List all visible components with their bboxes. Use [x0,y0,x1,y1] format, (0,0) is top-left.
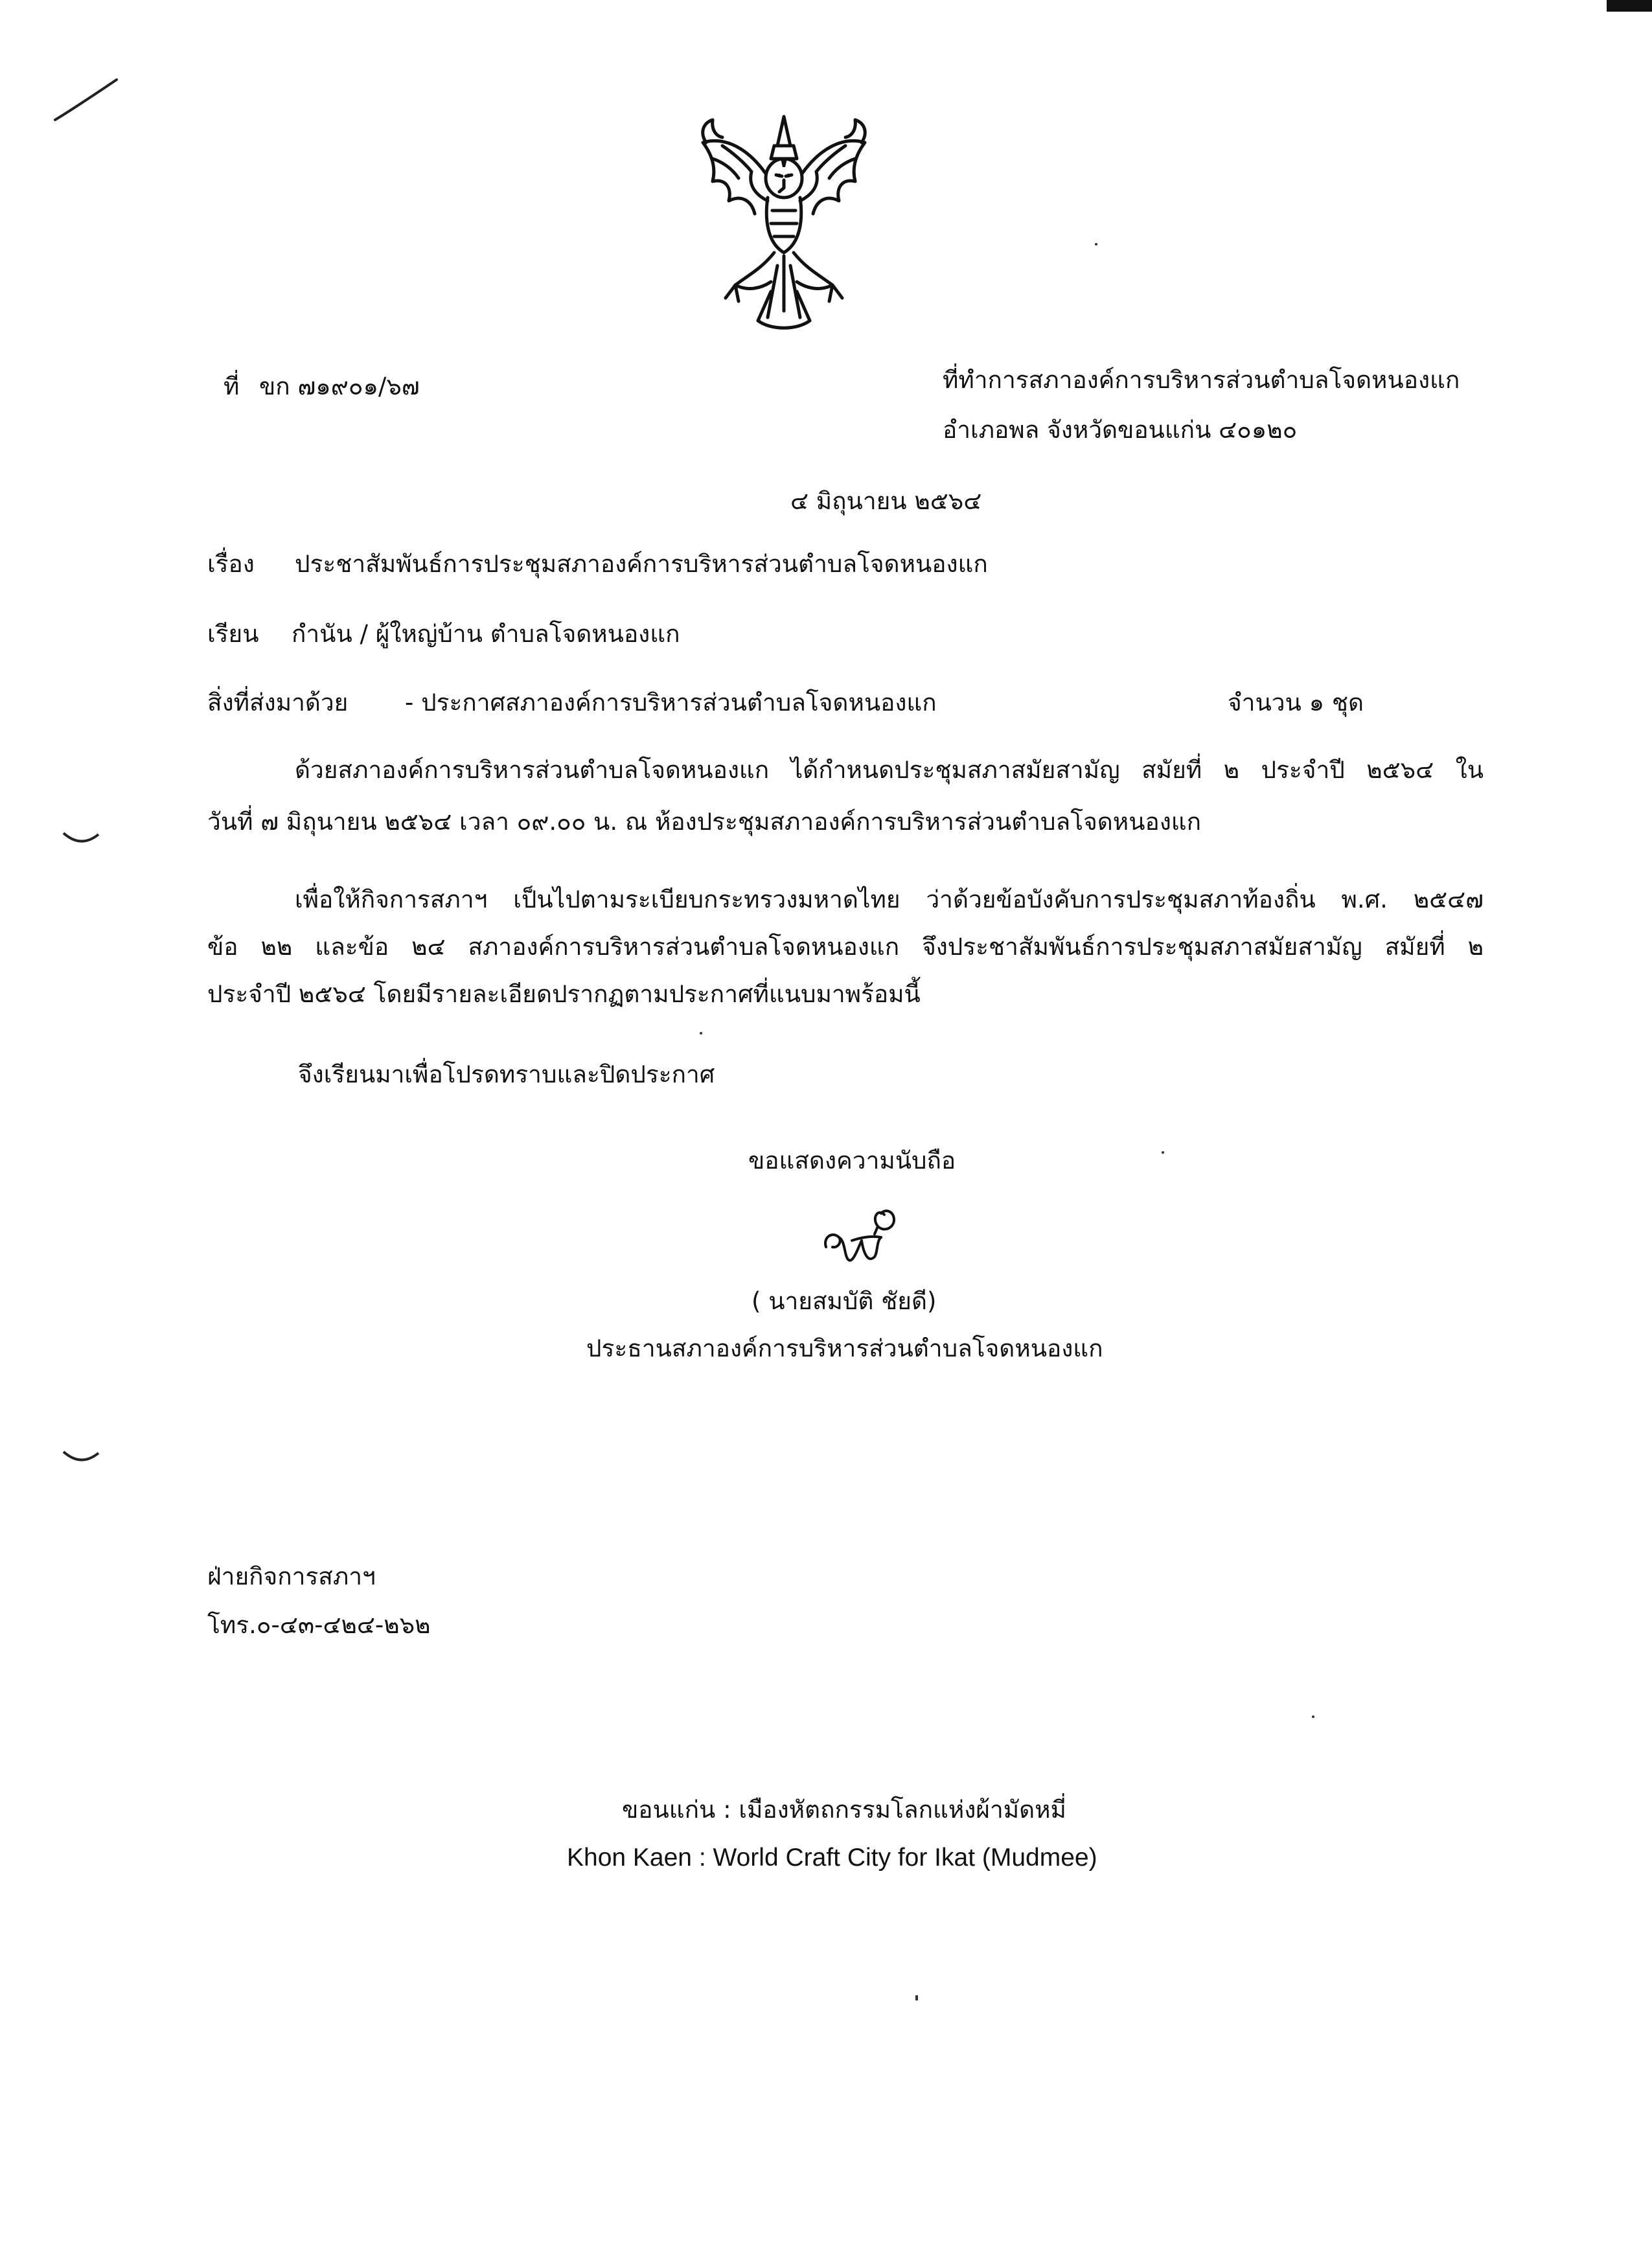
scan-speck [1095,243,1097,246]
scan-mark-stroke [52,74,123,126]
body-paragraph-1-line-2: วันที่ ๗ มิถุนายน ๒๕๖๔ เวลา ๐๙.๐๐ น. ณ ห้องประชุมสภาองค์การบริหารส่วนตำบลโจดหนองแก [207,808,1202,836]
closing-salutation: ขอแสดงความนับถือ [748,1147,956,1174]
scan-speck [915,1995,918,2000]
scan-speck [700,1032,702,1035]
contact-department: ฝ่ายกิจการสภาฯ [207,1563,376,1590]
signatory-position: ประธานสภาองค์การบริหารส่วนตำบลโจดหนองแก [586,1334,1103,1362]
body-paragraph-2-line-3: ประจำปี ๒๕๖๔ โดยมีรายละเอียดปรากฏตามประกาศที่แนบมาพร้อมนี้ [207,980,921,1008]
letter-date: ๔ มิถุนายน ๒๕๖๔ [790,487,982,515]
scan-speck [1162,1151,1164,1154]
footer-slogan-english: Khon Kaen : World Craft City for Ikat (Mudmee) [567,1844,1097,1872]
doc-number: ขก ๗๑๙๐๑/๖๗ [259,372,420,400]
body-paragraph-1-line-1: ด้วยสภาองค์การบริหารส่วนตำบลโจดหนองแก ได้กำหนดประชุมสภาสมัยสามัญ สมัยที่ ๒ ประจำปี ๒๕๖๔ ใน [295,756,1484,784]
office-address-line1: ที่ทำการสภาองค์การบริหารส่วนตำบลโจดหนองแก [943,366,1460,394]
office-address-line2: อำเภอพล จังหวัดขอนแก่น ๔๐๑๒๐ [943,416,1298,444]
punch-hole-mark-bottom [62,1448,100,1467]
subject-label: เรื่อง [207,550,255,578]
contact-phone: โทร.๐-๔๓-๔๒๔-๒๖๒ [207,1611,431,1639]
subject-text: ประชาสัมพันธ์การประชุมสภาองค์การบริหารส่วนตำบลโจดหนองแก [295,550,988,578]
enclosure-quantity: จำนวน ๑ ชุด [1228,689,1364,716]
enclosure-label: สิ่งที่ส่งมาด้วย [207,689,349,716]
signatory-name: ( นายสมบัติ ชัยดี) [751,1287,937,1315]
recipient-text: กำนัน / ผู้ใหญ่บ้าน ตำบลโจดหนองแก [292,620,680,648]
scan-corner-block [1607,0,1652,12]
enclosure-item: - ประกาศสภาองค์การบริหารส่วนตำบลโจดหนองแก [405,689,937,716]
doc-number-label: ที่ [224,372,240,400]
body-paragraph-3: จึงเรียนมาเพื่อโปรดทราบและปิดประกาศ [298,1060,715,1088]
scan-speck [1312,1715,1314,1718]
recipient-label: เรียน [207,620,259,648]
garuda-emblem-icon [687,97,881,343]
body-paragraph-2-line-2: ข้อ ๒๒ และข้อ ๒๔ สภาองค์การบริหารส่วนตำบลโจดหนองแก จึงประชาสัมพันธ์การประชุมสภาสมัยสามัญ สมัยที่ ๒ [207,933,1484,961]
body-paragraph-2-line-1: เพื่อให้กิจการสภาฯ เป็นไปตามระเบียบกระทรวงมหาดไทย ว่าด้วยข้อบังคับการประชุมสภาท้องถิ่น พ.ศ. ๒๕๔๗ [295,886,1484,913]
footer-slogan-thai: ขอนแก่น : เมืองหัตถกรรมโลกแห่งผ้ามัดหมี่ [622,1796,1066,1824]
punch-hole-mark-top [62,829,100,849]
signature-icon [813,1202,917,1279]
